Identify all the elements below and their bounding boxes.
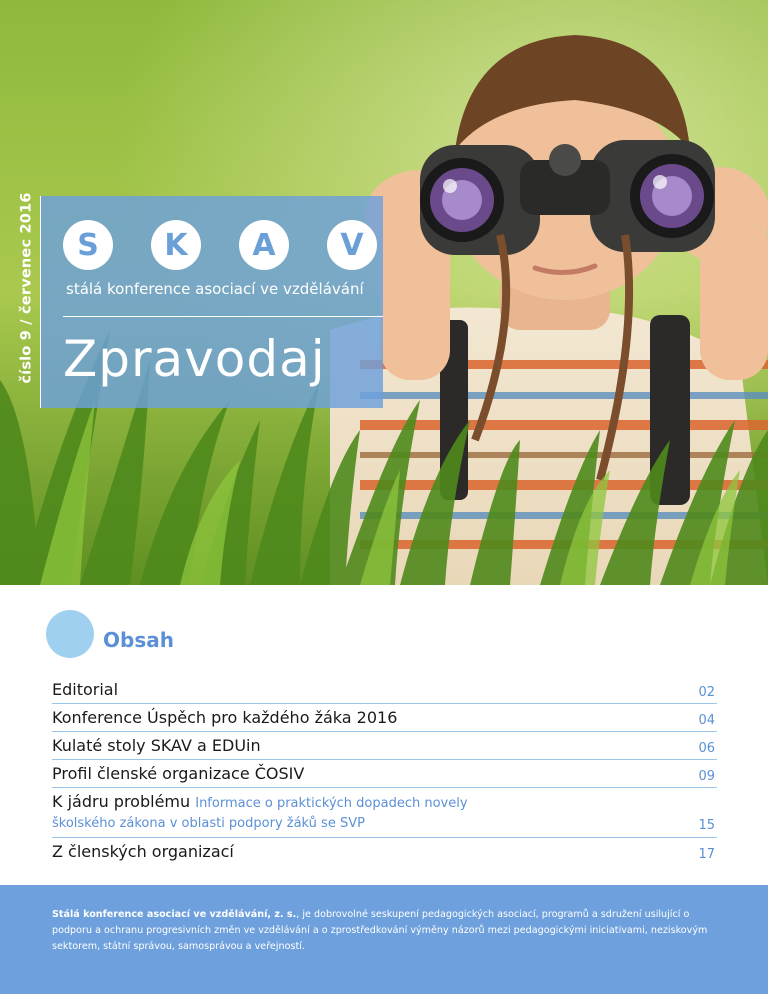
toc-item-page: 17 [698,847,715,862]
toc-item-title-wrap [52,792,468,811]
toc-item-page: 02 [698,685,715,700]
masthead-divider [63,316,383,317]
logo-letter-a: A [239,220,289,270]
contents-bullet-circle [46,610,94,658]
toc-item-title: Editorial [52,680,119,699]
toc-item[interactable] [52,788,717,838]
toc-item[interactable] [52,732,717,760]
toc-item-title: Profil členské organizace ČOSIV [52,764,305,783]
footer-org-name: Stálá konference asociací ve vzdělávání, z. s. [52,909,297,920]
toc-item-subtitle-continued: školského zákona v oblasti podpory žáků se SVP [52,816,365,831]
toc-item-page: 06 [698,741,715,756]
issue-label [14,190,40,385]
toc-item-title: Kulaté stoly SKAV a EDUin [52,736,261,755]
newsletter-title: Zpravodaj [63,330,326,388]
toc-item[interactable] [52,760,717,788]
toc-item[interactable] [52,676,717,704]
toc-item-page: 04 [698,713,715,728]
toc-item[interactable] [52,704,717,732]
issue-label-text: číslo 9 / červenec 2016 [19,191,35,384]
toc-item-page: 09 [698,769,715,784]
logo-letter-s: S [63,220,113,270]
toc-item-subtitle: Informace o praktických dopadech novely [195,796,468,811]
toc-item-title: Z členských organizací [52,842,234,861]
masthead [41,196,383,408]
toc-item[interactable] [52,838,717,866]
footer-body: , je dobrovolné seskupení pedagogických asociací, programů a sdružení usilující o podporu a ochranu progresivních změn ve vzdělávání a o zprostředkování výměny názorů mezi pedagogickými iniciativami, neziskovým sektorem, státní správou, samosprávou a veřejností. [52,909,708,952]
brand-subtitle: stálá konference asociací ve vzdělávání [66,280,364,298]
table-of-contents [52,676,717,866]
toc-item-title: K jádru problému [52,792,191,811]
logo-letter-v: V [327,220,377,270]
logo-letter-k: K [151,220,201,270]
toc-item-page: 15 [698,818,715,833]
footer-description [52,907,727,955]
footer [0,885,768,994]
toc-item-title: Konference Úspěch pro každého žáka 2016 [52,708,398,727]
contents-heading: Obsah [103,628,174,652]
skav-logo [63,220,363,270]
